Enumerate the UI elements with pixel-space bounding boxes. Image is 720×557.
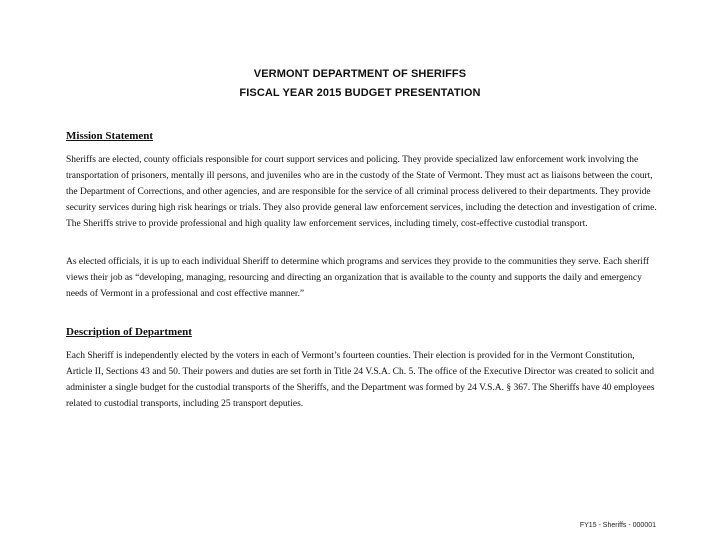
description-paragraph: Each Sheriff is independently elected by the voters in each of Vermont’s fourteen counties. Their election is provided for in the Vermont Constitution, Article II, Sections 43 and 50. Their powers and duties are set forth in Title 24 V.S.A. Ch. 5. The office of the Executive Director was created to solicit and administer a single budget for the custodial transports of the Sheriffs, and the Department was formed by 24 V.S.A. § 367. The Sheriffs have 40 employees related to custodial transports, including 25 transport deputies.: [66, 351, 655, 409]
mission-paragraph-1: Sheriffs are elected, county officials responsible for court support services and policing. They provide specialized law enforcement work involving the transportation of prisoners, mentally ill persons, and juveniles who are in the custody of the State of Vermont. They must act as liaisons between the court, the Department of Corrections, and other agencies, and are responsible for the service of all criminal process delivered to their departments. They provide security services during high risk hearings or trials. They also provide general law enforcement services, including the detection and investigation of crime. The Sheriffs strive to provide professional and high quality law enforcement services, including timely, cost-effective custodial transport.: [66, 155, 657, 229]
mission-statement-heading: Mission Statement: [66, 130, 154, 142]
mission-paragraph-2: As elected officials, it is up to each individual Sheriff to determine which programs and services they provide to the communities they serve. Each sheriff views their job as “developing, managing, resourcing and directing an organization that is available to the county and supports the daily and emergency needs of Vermont in a professional and cost effective manner.”: [66, 257, 650, 299]
description-heading: Description of Department: [66, 326, 192, 338]
document-title-line-1: VERMONT DEPARTMENT OF SHERIFFS: [253, 68, 467, 80]
document-title-line-2: FISCAL YEAR 2015 BUDGET PRESENTATION: [239, 87, 481, 99]
page-footer-id: FY15 - Sheriffs - 000001: [579, 522, 656, 529]
